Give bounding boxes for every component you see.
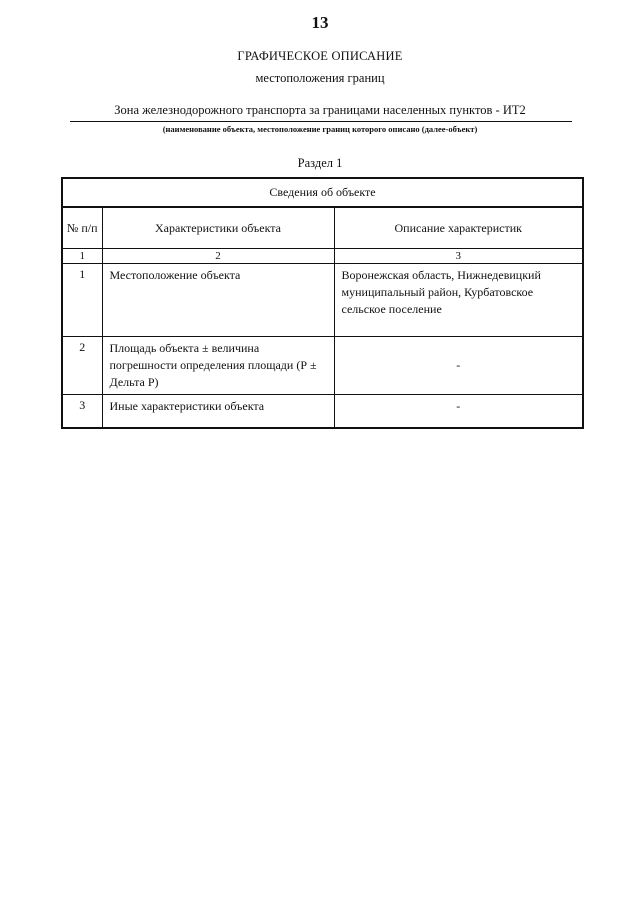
page-number: 13	[311, 13, 329, 32]
object-name-underline	[70, 121, 572, 122]
object-name-caption: (наименование объекта, местоположение границ которого описано (далее-объект)	[162, 124, 478, 134]
header-num: № п/п	[62, 207, 102, 249]
object-name: Зона железнодорожного транспорта за границами населенных пунктов - ИТ2	[114, 103, 526, 117]
table-caption-row	[62, 178, 583, 207]
table-caption: Сведения об объекте	[62, 178, 583, 207]
column-number: 1	[62, 249, 102, 264]
document-subtitle: местоположения границ	[255, 71, 385, 85]
table-row	[62, 337, 583, 395]
row-characteristic: Местоположение объекта	[102, 264, 334, 337]
row-number: 2	[62, 337, 102, 395]
object-info-table	[61, 177, 584, 429]
row-characteristic: Иные характеристики объекта	[102, 395, 334, 429]
table-row	[62, 395, 583, 429]
table-header-row	[62, 207, 583, 249]
document-title: ГРАФИЧЕСКОЕ ОПИСАНИЕ	[237, 49, 403, 63]
column-number: 3	[334, 249, 583, 264]
row-description: Воронежская область, Нижнедевицкий муниципальный район, Курбатовское сельское поселение	[334, 264, 583, 337]
section-label: Раздел 1	[297, 156, 343, 170]
column-number: 2	[102, 249, 334, 264]
header-characteristics: Характеристики объекта	[102, 207, 334, 249]
row-characteristic: Площадь объекта ± величина погрешности определения площади (Р ± Дельта Р)	[102, 337, 334, 395]
row-description: -	[334, 395, 583, 429]
row-number: 3	[62, 395, 102, 429]
column-number-row	[62, 249, 583, 264]
table-row	[62, 264, 583, 337]
row-description: -	[334, 337, 583, 395]
header-description: Описание характеристик	[334, 207, 583, 249]
row-number: 1	[62, 264, 102, 337]
